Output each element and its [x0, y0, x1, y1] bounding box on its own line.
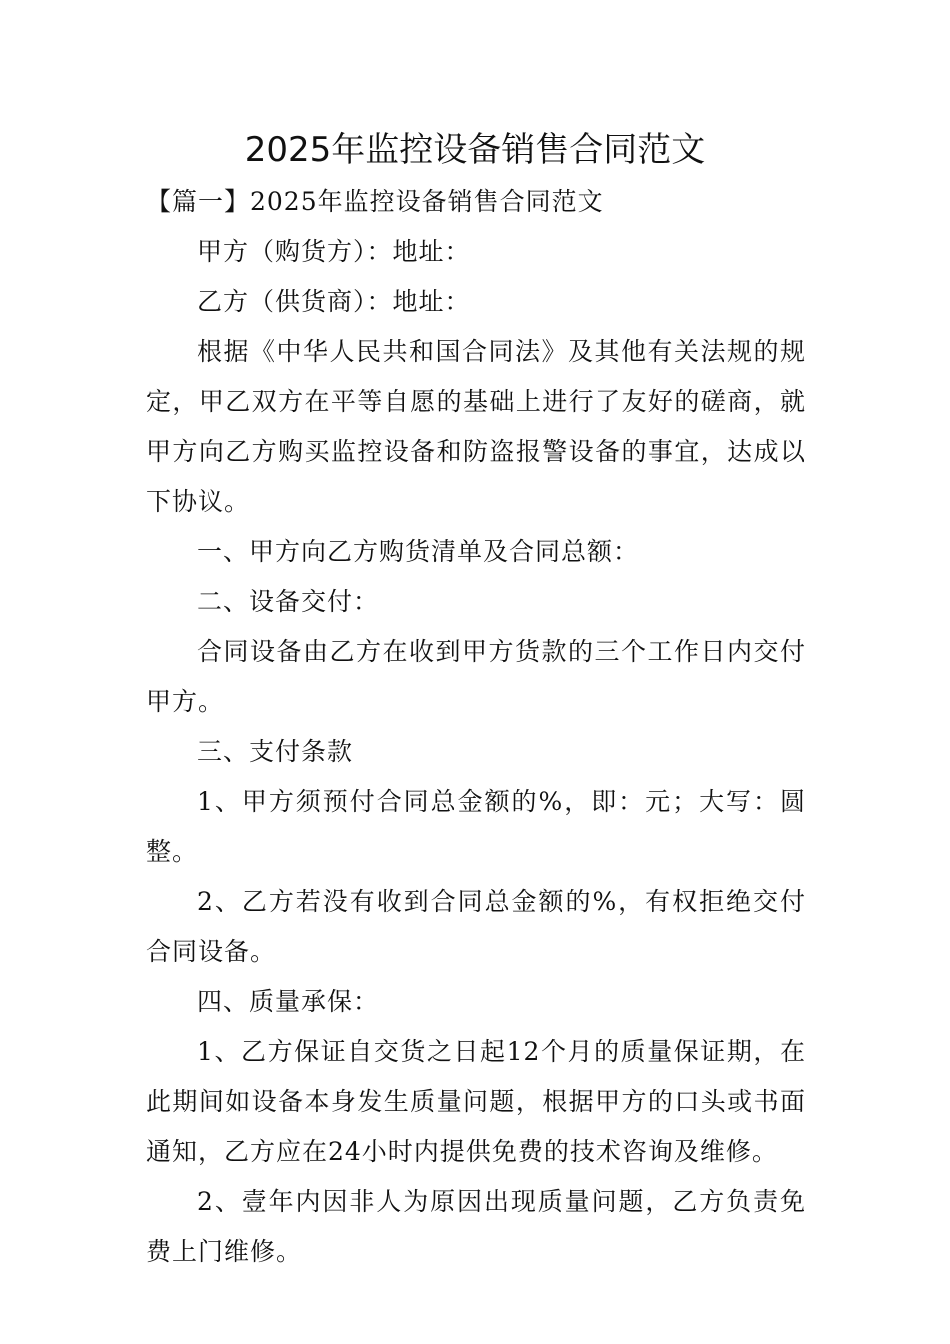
delivery-paragraph: 合同设备由乙方在收到甲方货款的三个工作日内交付甲方。: [146, 637, 806, 716]
warranty-item-1: 1、乙方保证自交货之日起12个月的质量保证期，在此期间如设备本身发生质量问题，根据甲方的口头或书面通知，乙方应在24小时内提供免费的技术咨询及维修。: [146, 1037, 806, 1166]
payment-item-1: 1、甲方须预付合同总金额的%，即：元；大写：圆整。: [146, 787, 806, 866]
document-body: [146, 177, 806, 1277]
party-b-line: 乙方（供货商）：地址：: [197, 287, 471, 316]
section-heading: 【篇一】2025年监控设备销售合同范文: [146, 187, 604, 216]
clause-1-heading: 一、甲方向乙方购货清单及合同总额：: [197, 537, 640, 566]
clause-3-heading: 三、支付条款: [197, 737, 354, 766]
document-title: 2025年监控设备销售合同范文: [244, 130, 706, 170]
clause-4-heading: 四、质量承保：: [197, 987, 380, 1016]
warranty-item-2: 2、壹年内因非人为原因出现质量问题，乙方负责免费上门维修。: [146, 1187, 806, 1266]
preamble-paragraph: 根据《中华人民共和国合同法》及其他有关法规的规定，甲乙双方在平等自愿的基础上进行了友好的磋商，就甲方向乙方购买监控设备和防盗报警设备的事宜，达成以下协议。: [146, 337, 806, 516]
party-a-line: 甲方（购货方）：地址：: [197, 237, 471, 266]
payment-item-2: 2、乙方若没有收到合同总金额的%，有权拒绝交付合同设备。: [146, 887, 806, 966]
clause-2-heading: 二、设备交付：: [197, 587, 380, 616]
